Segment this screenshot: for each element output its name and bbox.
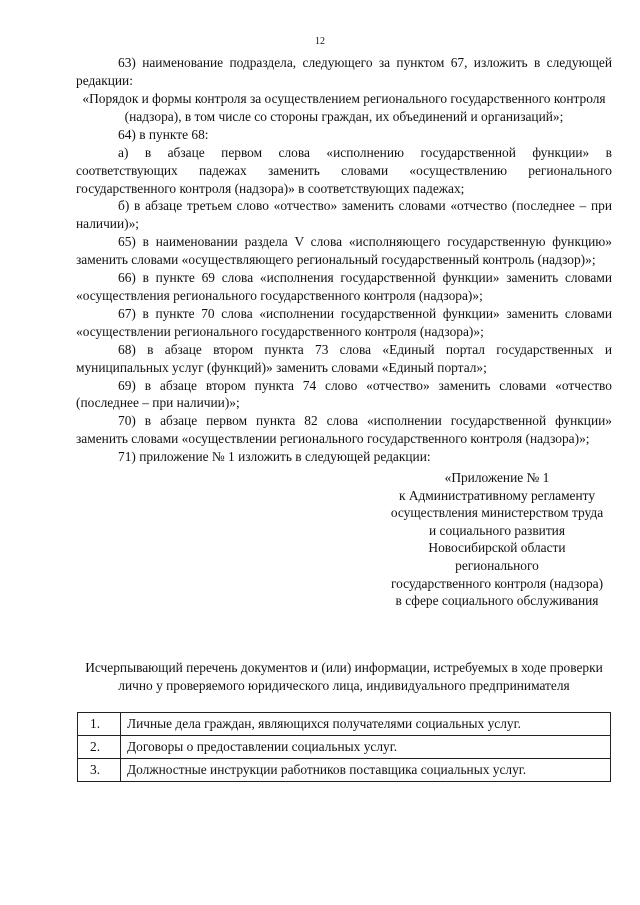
list-title: Исчерпывающий перечень документов и (или) информации, истребуемых в ходе проверки лично у проверяемого юридического лица, индивидуального предпринимателя xyxy=(85,659,603,693)
appendix-header xyxy=(382,469,612,610)
row-text: Договоры о предоставлении социальных услуг. xyxy=(121,736,611,759)
row-number: 3. xyxy=(78,759,121,782)
appendix-line: осуществления министерством труда xyxy=(390,505,604,521)
paragraph-64b: б) в абзаце третьем слово «отчество» заменить словами «отчество (последнее – при наличии)»; xyxy=(76,198,612,232)
paragraph-63: 63) наименование подраздела, следующего за пунктом 67, изложить в следующей редакции: xyxy=(76,55,612,88)
table-row xyxy=(78,713,611,736)
row-text: Личные дела граждан, являющихся получателями социальных услуг. xyxy=(121,713,611,736)
table-row xyxy=(78,736,611,759)
appendix-line: Новосибирской области xyxy=(428,540,566,556)
appendix-line: государственного контроля (надзора) xyxy=(390,575,604,591)
appendix-line: и социального развития xyxy=(429,522,565,538)
paragraph-64: 64) в пункте 68: xyxy=(118,126,209,142)
paragraph-69: 69) в абзаце втором пункта 74 слово «отчество» заменить словами «отчество (последнее – при наличии)»; xyxy=(76,377,612,411)
row-text: Должностные инструкции работников поставщика социальных услуг. xyxy=(121,759,611,782)
page-number: 12 xyxy=(315,36,325,47)
paragraph-67: 67) в пункте 70 слова «исполнении государственной функции» заменить словами «осуществлении регионального государственного контроля (надзора)»; xyxy=(76,305,612,339)
paragraph-68: 68) в абзаце втором пункта 73 слова «Единый портал государственных и муниципальных услуг (функций)» заменить словами «Единый портал»; xyxy=(76,341,612,375)
paragraph-64a: а) в абзаце первом слова «исполнению государственной функции» в соответствующих падежах заменить словами «осуществлению регионального государственного контроля (надзора)» в соответствующих падежах; xyxy=(76,144,612,196)
document-body xyxy=(76,54,612,782)
appendix-line: регионального xyxy=(455,558,539,573)
row-number: 1. xyxy=(78,713,121,736)
paragraph-66: 66) в пункте 69 слова «исполнения государственной функции» заменить словами «осуществления регионального государственного контроля (надзора)»; xyxy=(76,270,612,303)
appendix-line: в сфере социального обслуживания xyxy=(395,593,599,609)
table-row xyxy=(78,759,611,782)
appendix-line: «Приложение № 1 xyxy=(444,470,550,486)
paragraph-65: 65) в наименовании раздела V слова «исполняющего государственную функцию» заменить словами «осуществляющего региональный государственный контроль (надзор)»; xyxy=(76,234,612,268)
paragraph-70: 70) в абзаце первом пункта 82 слова «исполнении государственной функции» заменить словами «осуществлении регионального государственного контроля (надзора)»; xyxy=(76,413,612,447)
paragraph-63-quote: «Порядок и формы контроля за осуществлением регионального государственного контроля (надзора), в том числе со стороны граждан, их объединений и организаций»; xyxy=(82,90,606,124)
documents-table xyxy=(77,712,611,782)
paragraph-71: 71) приложение № 1 изложить в следующей редакции: xyxy=(118,449,431,465)
row-number: 2. xyxy=(78,736,121,759)
appendix-line: к Административному регламенту xyxy=(398,487,596,503)
